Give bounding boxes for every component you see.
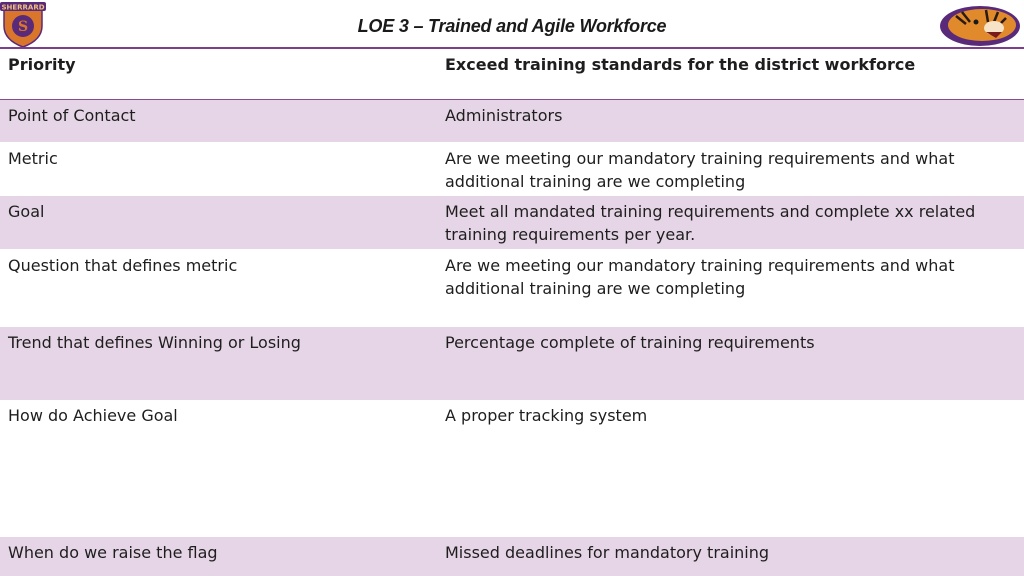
header-label-priority: Priority [8, 55, 76, 74]
row-value: Administrators [445, 106, 563, 125]
row-label: Trend that defines Winning or Losing [8, 333, 301, 352]
row-value: Percentage complete of training requirements [445, 333, 815, 352]
row-label: Metric [8, 149, 58, 168]
row-label: When do we raise the flag [8, 543, 218, 562]
row-value: A proper tracking system [445, 406, 648, 425]
table-header-divider [0, 99, 1024, 100]
table-row [0, 400, 1024, 537]
tiger-mascot-logo [936, 2, 1024, 48]
row-value: Are we meeting our mandatory training requirements and what additional training are we completing [445, 256, 955, 298]
header-value-priority: Exceed training standards for the district workforce [445, 55, 916, 74]
table-row [0, 327, 1024, 400]
table-row [0, 537, 1024, 576]
row-label: Point of Contact [8, 106, 136, 125]
page-title: LOE 3 – Trained and Agile Workforce [357, 16, 667, 36]
row-label: Question that defines metric [8, 256, 238, 275]
svg-text:SHERRARD: SHERRARD [1, 3, 45, 12]
table-row [0, 143, 1024, 196]
svg-text:S: S [17, 19, 29, 35]
slide-header [0, 0, 1024, 48]
row-value: Missed deadlines for mandatory training [445, 543, 770, 562]
table-row [0, 250, 1024, 327]
row-label: Goal [8, 202, 45, 221]
row-value: Meet all mandated training requirements and complete xx related training requirements per year. [445, 202, 976, 244]
table-row [0, 196, 1024, 249]
table-row [0, 100, 1024, 142]
row-value: Are we meeting our mandatory training requirements and what additional training are we completing [445, 149, 955, 191]
row-label: How do Achieve Goal [8, 406, 178, 425]
table-header-row [0, 49, 1024, 99]
